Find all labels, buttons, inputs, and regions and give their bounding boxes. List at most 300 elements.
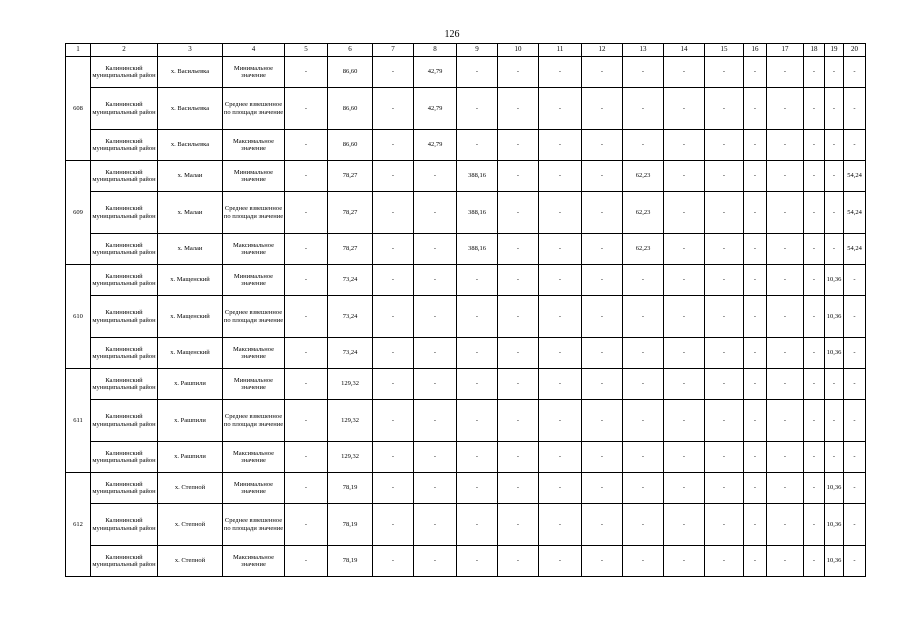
value-cell: - [744,192,767,234]
settlement-cell: х. Мащенский [158,265,223,296]
value-cell: - [539,369,582,400]
settlement-cell: х. Малаи [158,234,223,265]
value-cell: 78,19 [328,473,373,504]
value-cell: - [414,442,457,473]
value-cell: 388,16 [457,234,498,265]
value-cell: - [623,88,664,130]
statistic-cell: Максимальное значение [223,130,285,161]
value-cell: - [539,473,582,504]
statistic-cell: Максимальное значение [223,338,285,369]
value-cell: - [414,473,457,504]
value-cell: - [825,442,844,473]
statistic-cell: Среднее взвешенное по площади значение [223,296,285,338]
value-cell: - [457,442,498,473]
value-cell: - [705,296,744,338]
value-cell: - [664,504,705,546]
value-cell: - [539,88,582,130]
value-cell: - [457,265,498,296]
value-cell: - [414,234,457,265]
column-number: 20 [844,44,866,57]
settlement-cell: х. Рашпили [158,369,223,400]
value-cell: - [373,57,414,88]
value-cell: - [539,161,582,192]
value-cell: - [285,192,328,234]
value-cell: - [623,265,664,296]
district-cell: Калининский муниципальный район [91,192,158,234]
value-cell: - [457,369,498,400]
value-cell: - [285,88,328,130]
value-cell: - [414,265,457,296]
value-cell: - [744,296,767,338]
value-cell: - [539,192,582,234]
value-cell: - [804,442,825,473]
data-table [65,43,866,577]
value-cell: 10,36 [825,296,844,338]
value-cell: - [844,369,866,400]
value-cell: - [582,88,623,130]
district-cell: Калининский муниципальный район [91,130,158,161]
value-cell: - [844,504,866,546]
value-cell: - [285,400,328,442]
district-cell: Калининский муниципальный район [91,369,158,400]
value-cell: - [539,296,582,338]
value-cell: 86,60 [328,57,373,88]
value-cell: - [285,57,328,88]
value-cell: - [539,504,582,546]
value-cell: - [664,473,705,504]
value-cell: - [498,442,539,473]
value-cell: - [664,57,705,88]
column-number: 16 [744,44,767,57]
value-cell: - [744,234,767,265]
statistic-cell: Минимальное значение [223,161,285,192]
value-cell: - [457,296,498,338]
value-cell: - [664,192,705,234]
statistic-cell: Среднее взвешенное по площади значение [223,400,285,442]
value-cell: - [664,338,705,369]
statistic-cell: Минимальное значение [223,57,285,88]
value-cell: 42,79 [414,130,457,161]
value-cell: 78,27 [328,161,373,192]
settlement-cell: х. Степной [158,546,223,577]
column-number: 4 [223,44,285,57]
value-cell: - [767,546,804,577]
value-cell: - [767,265,804,296]
settlement-cell: х. Степной [158,473,223,504]
value-cell: - [804,57,825,88]
value-cell: - [457,546,498,577]
value-cell: - [285,161,328,192]
table-row [66,400,866,442]
value-cell: 10,36 [825,338,844,369]
settlement-cell: х. Васильевка [158,57,223,88]
statistic-cell: Среднее взвешенное по площади значение [223,504,285,546]
value-cell: - [582,338,623,369]
value-cell: 54,24 [844,192,866,234]
settlement-cell: х. Малаи [158,161,223,192]
value-cell: - [414,161,457,192]
district-cell: Калининский муниципальный район [91,296,158,338]
district-cell: Калининский муниципальный район [91,546,158,577]
value-cell: - [767,442,804,473]
table-row [66,338,866,369]
value-cell: - [844,400,866,442]
table-row [66,88,866,130]
settlement-cell: х. Мащенский [158,338,223,369]
value-cell: - [582,192,623,234]
table-row [66,546,866,577]
value-cell: - [744,400,767,442]
district-cell: Калининский муниципальный район [91,161,158,192]
value-cell: 129,32 [328,442,373,473]
value-cell: 78,19 [328,546,373,577]
value-cell: - [844,546,866,577]
value-cell: - [844,130,866,161]
value-cell: - [804,369,825,400]
page-number: 126 [444,29,460,40]
value-cell: - [767,57,804,88]
value-cell: - [804,338,825,369]
value-cell: 388,16 [457,161,498,192]
district-cell: Калининский муниципальный район [91,234,158,265]
value-cell: - [825,400,844,442]
value-cell: - [285,473,328,504]
value-cell: 78,27 [328,234,373,265]
value-cell: - [498,338,539,369]
value-cell: - [539,442,582,473]
value-cell: - [539,338,582,369]
value-cell: 73,24 [328,338,373,369]
value-cell: - [414,338,457,369]
value-cell: - [623,546,664,577]
value-cell: - [744,265,767,296]
value-cell: - [539,130,582,161]
value-cell: - [705,88,744,130]
value-cell: - [705,234,744,265]
value-cell: - [582,265,623,296]
column-number: 13 [623,44,664,57]
column-number: 9 [457,44,498,57]
value-cell: - [498,130,539,161]
value-cell: - [582,442,623,473]
value-cell: - [804,400,825,442]
district-cell: Калининский муниципальный район [91,473,158,504]
value-cell: - [844,473,866,504]
value-cell: - [664,400,705,442]
value-cell: 10,36 [825,473,844,504]
value-cell: 86,60 [328,130,373,161]
value-cell: - [767,400,804,442]
value-cell: 42,79 [414,88,457,130]
value-cell: 10,36 [825,265,844,296]
value-cell: - [705,130,744,161]
value-cell: - [414,400,457,442]
value-cell: - [498,400,539,442]
value-cell: - [844,442,866,473]
table-row [66,265,866,296]
value-cell: - [373,442,414,473]
value-cell: - [825,369,844,400]
value-cell: - [498,546,539,577]
value-cell: - [664,369,705,400]
value-cell: 62,23 [623,161,664,192]
table-row [66,369,866,400]
value-cell: - [414,192,457,234]
value-cell: - [498,369,539,400]
value-cell: - [744,442,767,473]
settlement-cell: х. Рашпили [158,442,223,473]
value-cell: - [373,192,414,234]
value-cell: - [582,296,623,338]
value-cell: - [767,296,804,338]
value-cell: - [705,161,744,192]
value-cell: - [582,504,623,546]
value-cell: - [373,130,414,161]
value-cell: - [414,546,457,577]
statistic-cell: Максимальное значение [223,442,285,473]
value-cell: - [498,504,539,546]
value-cell: - [373,338,414,369]
value-cell: - [825,234,844,265]
value-cell: - [804,234,825,265]
value-cell: - [705,57,744,88]
value-cell: - [373,161,414,192]
value-cell: - [285,546,328,577]
value-cell: 62,23 [623,192,664,234]
table-row [66,296,866,338]
column-number: 17 [767,44,804,57]
statistic-cell: Среднее взвешенное по площади значение [223,192,285,234]
settlement-cell: х. Степной [158,504,223,546]
value-cell: - [582,234,623,265]
value-cell: - [664,161,705,192]
value-cell: - [285,130,328,161]
district-cell: Калининский муниципальный район [91,442,158,473]
value-cell: - [804,161,825,192]
value-cell: - [744,504,767,546]
row-group-number: 609 [66,161,91,265]
value-cell: - [457,338,498,369]
value-cell: - [498,234,539,265]
column-number: 7 [373,44,414,57]
district-cell: Калининский муниципальный район [91,338,158,369]
value-cell: - [844,296,866,338]
value-cell: - [825,130,844,161]
value-cell: - [664,296,705,338]
value-cell: - [539,400,582,442]
value-cell: - [285,338,328,369]
value-cell: - [582,161,623,192]
value-cell: - [664,442,705,473]
value-cell: 388,16 [457,192,498,234]
column-number: 15 [705,44,744,57]
value-cell: 78,27 [328,192,373,234]
value-cell: 42,79 [414,57,457,88]
value-cell: - [582,546,623,577]
value-cell: - [285,234,328,265]
column-number: 11 [539,44,582,57]
value-cell: - [705,400,744,442]
value-cell: - [623,130,664,161]
value-cell: 129,32 [328,400,373,442]
value-cell: - [844,57,866,88]
district-cell: Калининский муниципальный район [91,265,158,296]
value-cell: - [664,234,705,265]
value-cell: - [804,265,825,296]
column-number: 5 [285,44,328,57]
value-cell: - [744,161,767,192]
value-cell: - [744,546,767,577]
value-cell: - [825,88,844,130]
table-row [66,57,866,88]
value-cell: 86,60 [328,88,373,130]
statistic-cell: Минимальное значение [223,369,285,400]
statistic-cell: Минимальное значение [223,473,285,504]
value-cell: 73,24 [328,296,373,338]
value-cell: - [498,161,539,192]
value-cell: 129,32 [328,369,373,400]
value-cell: - [804,192,825,234]
value-cell: - [623,442,664,473]
value-cell: - [414,504,457,546]
value-cell: - [767,338,804,369]
statistic-cell: Максимальное значение [223,234,285,265]
value-cell: - [414,369,457,400]
value-cell: - [623,369,664,400]
value-cell: - [804,546,825,577]
value-cell: - [767,234,804,265]
value-cell: - [705,192,744,234]
value-cell: - [705,546,744,577]
value-cell: - [744,473,767,504]
value-cell: - [623,473,664,504]
district-cell: Калининский муниципальный район [91,504,158,546]
value-cell: - [539,57,582,88]
column-number: 19 [825,44,844,57]
value-cell: - [744,338,767,369]
value-cell: - [285,265,328,296]
value-cell: - [705,473,744,504]
value-cell: - [373,234,414,265]
value-cell: - [825,161,844,192]
column-number: 3 [158,44,223,57]
value-cell: - [664,546,705,577]
row-group-number: 611 [66,369,91,473]
value-cell: - [285,369,328,400]
value-cell: - [582,369,623,400]
value-cell: - [623,504,664,546]
value-cell: - [623,57,664,88]
value-cell: - [744,369,767,400]
value-cell: - [664,88,705,130]
value-cell: 78,19 [328,504,373,546]
value-cell: 73,24 [328,265,373,296]
value-cell: - [804,296,825,338]
value-cell: - [825,57,844,88]
column-number: 8 [414,44,457,57]
value-cell: - [582,130,623,161]
value-cell: - [373,473,414,504]
district-cell: Калининский муниципальный район [91,88,158,130]
table-row [66,130,866,161]
value-cell: - [285,296,328,338]
value-cell: - [285,442,328,473]
settlement-cell: х. Васильевка [158,88,223,130]
value-cell: - [844,88,866,130]
value-cell: - [767,369,804,400]
district-cell: Калининский муниципальный район [91,400,158,442]
value-cell: - [498,296,539,338]
value-cell: 54,24 [844,234,866,265]
table-row [66,192,866,234]
value-cell: - [623,296,664,338]
value-cell: - [457,88,498,130]
value-cell: - [804,130,825,161]
column-number: 2 [91,44,158,57]
column-number: 10 [498,44,539,57]
statistic-cell: Минимальное значение [223,265,285,296]
value-cell: - [373,504,414,546]
value-cell: - [705,338,744,369]
value-cell: - [804,473,825,504]
row-group-number: 610 [66,265,91,369]
value-cell: - [664,265,705,296]
column-number: 1 [66,44,91,57]
value-cell: - [539,234,582,265]
settlement-cell: х. Малаи [158,192,223,234]
value-cell: - [623,338,664,369]
column-number-row [66,44,866,57]
value-cell: - [457,130,498,161]
value-cell: - [623,400,664,442]
value-cell: - [498,265,539,296]
value-cell: - [285,504,328,546]
value-cell: - [498,473,539,504]
value-cell: - [844,265,866,296]
value-cell: - [498,192,539,234]
value-cell: - [498,88,539,130]
value-cell: - [457,57,498,88]
row-group-number: 608 [66,57,91,161]
value-cell: - [457,400,498,442]
value-cell: - [705,265,744,296]
value-cell: - [373,546,414,577]
value-cell: - [825,192,844,234]
value-cell: - [582,57,623,88]
value-cell: - [844,338,866,369]
value-cell: - [767,473,804,504]
value-cell: - [767,192,804,234]
row-group-number: 612 [66,473,91,577]
value-cell: - [582,473,623,504]
value-cell: 10,36 [825,546,844,577]
value-cell: - [767,504,804,546]
value-cell: - [539,265,582,296]
settlement-cell: х. Рашпили [158,400,223,442]
column-number: 14 [664,44,705,57]
value-cell: - [744,130,767,161]
value-cell: - [457,504,498,546]
value-cell: 62,23 [623,234,664,265]
value-cell: - [767,88,804,130]
value-cell: - [539,546,582,577]
value-cell: - [767,130,804,161]
value-cell: - [582,400,623,442]
table-row [66,504,866,546]
value-cell: - [664,130,705,161]
statistic-cell: Максимальное значение [223,546,285,577]
value-cell: - [804,504,825,546]
